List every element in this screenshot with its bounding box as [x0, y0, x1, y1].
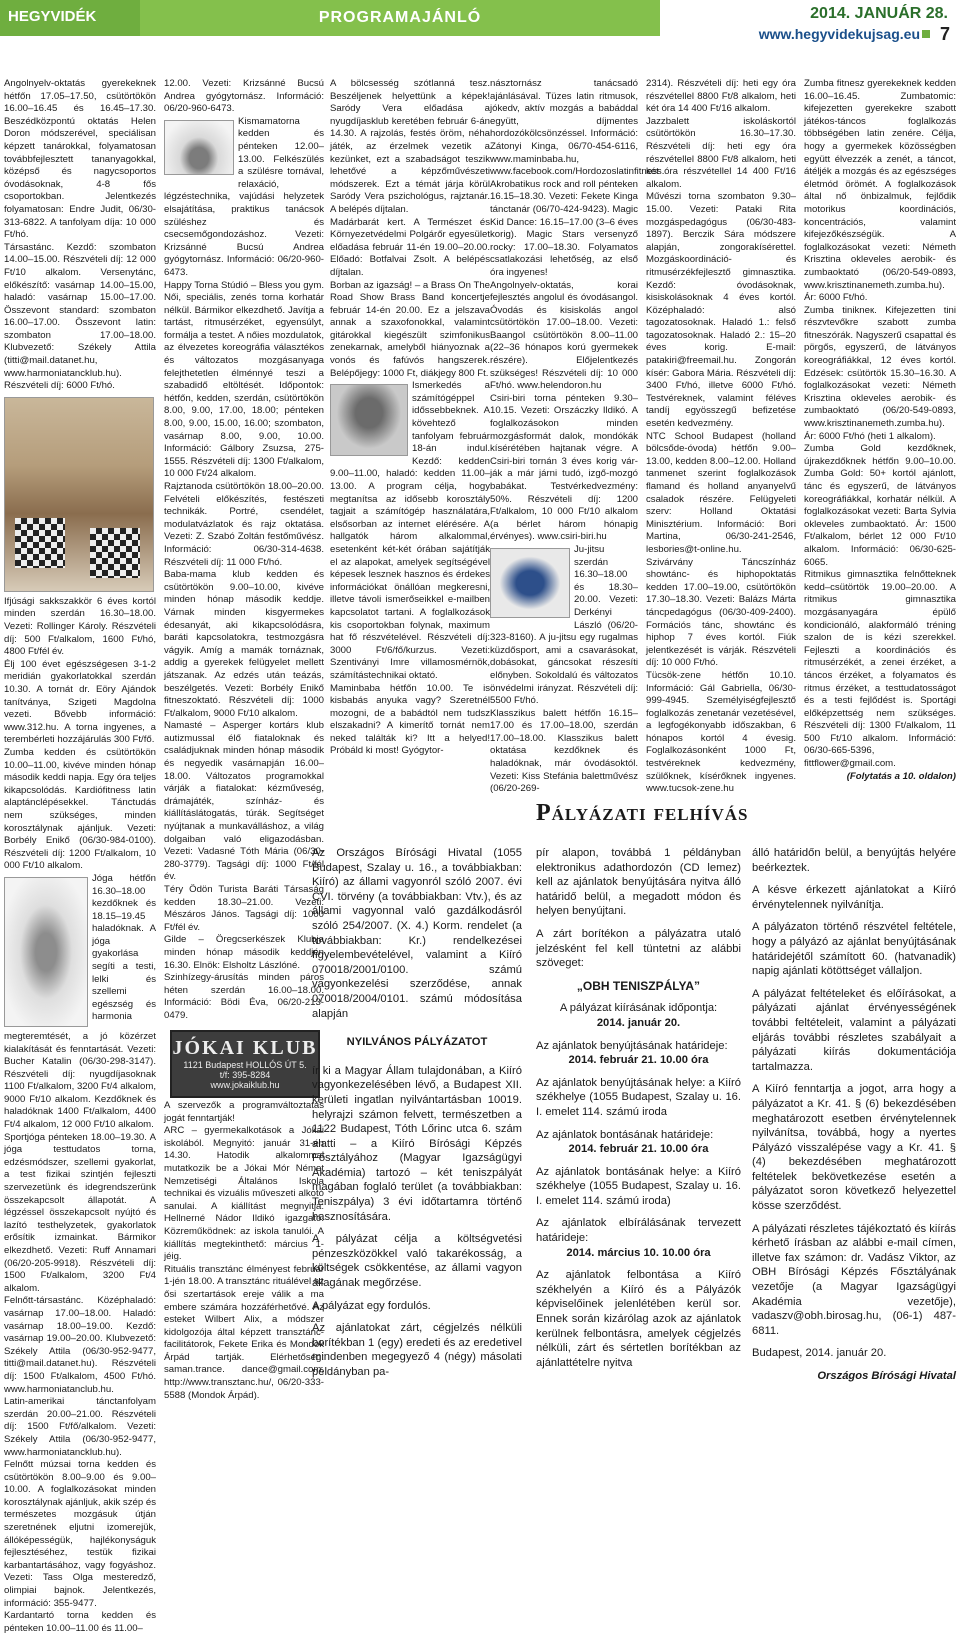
- jokai-klub-logo: JÓKAI KLUB 1121 Budapest HOLLÓS ÚT 5. t/f: 395-8284 www.jokaiklub.hu: [170, 1030, 320, 1098]
- article-elj100: Élj 100 évet egészségesen 3-1-2 meridián gyakorlatokkal szerdán 10.30. A tornát dr. Eöry Ajándok tanítványa, Szigeti Magdolna vezeti. Bővebb információ: www.312.hu. A torna ingyenes, a terembérleti hozzájárulás 300 Ft/fő.: [4, 658, 156, 746]
- continuation-note: (Folytatás a 10. oldalon): [846, 770, 956, 782]
- article-kardantarto: Kardantartó torna kedden és pénteken 10.00–11.00 és 11.00–: [4, 1610, 156, 1634]
- tender-intro: Az Országos Bírósági Hivatal (1055 Budapest, Szalay u. 16., a továbbiakban: Kiíró) az állami vagyonról szóló 2007. évi CVI. törvény (a továbbiakban: Vtv.), és az állami vagyonnal való gazdálkodásról szóló 254/2007. (X. 4.) Korm. rendelet (a továbbiakban: Kr.) rendelkezései figyelembevételével, valamint a Kiíró 070018/2001/0100. számú vagyonkezelési szerződése, annak 070018/2004/0101. számú módosítása alapján: [312, 847, 522, 1020]
- issue-date: 2014. JANUÁR 28.: [810, 5, 948, 22]
- square-bullet-icon: [922, 30, 930, 38]
- program-change-note: A szervezők a programváltoztatás jogát fenntartják!: [164, 1100, 324, 1124]
- article-kardantarto-cont: 12.00. Vezeti: Krizsánné Bucsú Andrea gyógytornász. Információ: 06/20-960-6473.: [164, 78, 324, 115]
- tender-heading: NYILVÁNOS PÁLYÁZATOT: [346, 1036, 488, 1049]
- article-balett-cont: 2314). Részvételi díj: heti egy óra részvétellel 8800 Ft/8 alkalom, heti két óra 14 400 Ft/16 alkalom.: [646, 78, 796, 115]
- tender-notice: [312, 800, 956, 1476]
- article-tucsok-zene: Tücsök-zene hétfőn 10.10. Információ: Gál Gabriella, 06/30-999-4945. Személyiségfejlesztő foglalkozás zenetanár vezetésével, a legfogékonyabb időszakban, 6 hónapos kortól 4 évesig. Foglalkozásonként 1000 Ft, testvéreknek kedvezmény, szülőknek, kísérőknek ingyenes. www.tucsok-zene.hu: [646, 669, 796, 795]
- article-kismama: Kismamatorna kedden és pénteken 12.00–13.00. Felkészülés a szülésre tornával, relaxáció, légzéstechnika, vajúdási helyzetek elsajátítása, praktikus tanácsok szüléshez és csecsemőgondozáshoz. Vezeti: Krizsánné Bucsú Andrea gyógytornász. Információ: 06/20-960-6473.: [164, 115, 324, 278]
- article-ju-jitsu: Ju-jitsu szerdán 16.30–18.00 és 18.30–20.00. Vezeti: Derkényi László (06/20-323-8160). A ju-jitsu egy rugalmas küzdősport, ami a csavarásokat, dobásokat, gáncsokat részesíti előnyben. Sokoldalú és változatos önvédelmi irányzat. Részvételi díj: 5500 Ft/hó.: [490, 543, 638, 707]
- section-name: HEGYVIDÉK: [0, 0, 140, 36]
- article-szamitogep: Ismerkedés a számítógéppel időssebbeknek. A kövehtező tanfolyam február 18-án indul. Kezdő: kedden 9.00–11.00, haladó: kedden 11.00–13.00. A program célja, hogy megtanítsa az idősebb korosztály tagjait a számítógép használatára, elsősorban az internet elérésére. A hallgatók három alkalommal, esetenként két-két órában sajátítják el az alapokat, amelyek segítségével képesek lesznek hasznos és érdekes információkat önállóan megkeresni, illetve távoli ismerőseikkel e-mailben kapcsolatot tartani. A foglalkozások kis csoportokban folynak, maximum hat fő részvételével. Részvételi díj: 3000 Ft/6/fő/kurzus. Vezeti: Szentiványi Imre villamosmérnök, számítástechnikai oktató.: [330, 380, 490, 681]
- article-zumba-gold: Zumba Gold kezdőknek, újrakezdőknek hétfőn 9.00–10.00. Zumba Gold: 50+ kortól ajánlott, tánc és egyszerű, de látványos koreográfiákkal, korhatár nélkül. A foglalkozásokat vezeti: Barta Sylvia okleveles zumbaoktató. Ár: 1500 Ft/alkalom, bérlet 12 000 Ft/10 alkalom. Információ: 06/30-625-6065.: [804, 443, 956, 568]
- column-2-bottom: [164, 1100, 324, 1402]
- tender-envelope: A zárt borítékon a pályázatra utaló jelzésként fel kell tüntetni az alábbi szöveget:: [536, 927, 741, 970]
- section-title: PROGRAMAJÁNLÓ: [140, 0, 660, 36]
- ju-jitsu-photo: [490, 548, 570, 618]
- column-5: [646, 78, 796, 798]
- column-1: [4, 78, 156, 1634]
- tender-title: Pályázati felhívás: [536, 800, 749, 826]
- tender-opening-label: Az ajánlatok bontásának határideje:: [536, 1128, 714, 1141]
- article-muveszi-torna: Művészi torna szombaton 9.30–15.00. Vezeti: Pataki Rita mozgáspedagógus (06/30-483-1897). Berczik Sára módszere alapján, zongorakísérettel. Mozgáskoordináció- és ritmusérzékfejlesztő gimnasztika. Kezdő: óvodásoknak, kisiskolásoknak 4 éves kortól. Középhaladó: alsó tagozatosoknak. Haladó 1.: felső tagozatosoknak. Haladó 2.: 15–20 éves korig. E-mail: patakiri@freemail.hu. Zongorán kísér: Gabora Mária. Részvételi díj: 3400 Ft/hó, illetve 6000 Ft/hó. Testvéreknek, valamint féléves tandíj egyösszegű befizetése esetén kedvezmény.: [646, 191, 796, 430]
- article-baba-mama: Baba-mama klub kedden és csütörtökön 9.00–10.00, kivéve minden hónap második keddje. Várnak minden kisgyermekes édesanyát, aki kikapcsolódásra, baráti kapcsolatokra, testmozgásra vágyik. Amíg a mamák tornáznak, addig a gyerekek felügyelet mellett játszanak. Az edzés után teázás, beszélgetés. Vezeti: Borbély Enikő fitneszoktató. Részvételi díj: 1000 Ft/alkalom, 9000 Ft/10 alkalom.: [164, 569, 324, 719]
- article-angol: Angolnyelv-oktatás gyerekeknek hétfőn 17.05–17.50, csütörtökön 16.00–16.45 és 16.45–17.30. Beszédközpontú oktatás Helen Doron módszerével, speciálisan képzett tanárokkal, folyamatosan továbbfejlesztett tananyagokkal, középső és nagycsoportos óvodásoknak, 4-8 fős csoportokban. Jelentkezés folyamatosan: Endre Judit, 06/30-313-6822. A tanfolyam díja: 10 000 Ft/hó.: [4, 78, 156, 241]
- article-balett: Klasszikus balett hétfőn 16.15–17.00 és 17.00–18.00, szerdán 17.00–18.00. Klasszikus balett oktatása kezdőknek és haladóknak, már óvodásoktól. Vezeti: Kiss Stefánia balettművész (06/20-269-: [490, 707, 638, 795]
- tender-col-3: [752, 846, 956, 1392]
- tender-rights: A Kiíró fenntartja a jogot, arra hogy a pályázatot a Kr. 41. § (6) bekezdésében meghatározott esetben érvénytelennek nyilvánítsa, továbbá, hogy a nyertes Pályázó visszalépése vagy a Kr. 41. § (4) bekezdésében meghatározott feltételek bekövetkezése esetén a pályázatot soron következő helyezettel kösse szerződést.: [752, 1083, 956, 1213]
- article-rajztanoda: Rajztanoda csütörtökön 18.00–20.00. Felvételi előkészítés, festészeti technikák. Portré, csendélet, modulatvázlatok és rajz oktatása. Vezeti: Z. Szabó Zoltán festőművész. Információ: 06/30-314-4638. Részvételi díj: 11 000 Ft/hó.: [164, 481, 324, 568]
- tender-sign-date: Budapest, 2014. január 20.: [752, 1347, 887, 1360]
- article-sakk: Ifjúsági sakkszakkör 6 éves kortól minden szerdán 16.30–18.00. Vezeti: Rollinger Károly. Részvételi díj: 500 Ft/alkalom, 1600 Ft/hó, 4800 Ft/fél év.: [4, 595, 156, 658]
- tender-issue-date: 2014. január 20.: [596, 1016, 681, 1029]
- column-4: [490, 78, 665, 798]
- tender-issue-label: A pályázat kiírásának időpontja:: [559, 1002, 718, 1015]
- article-zumba-gyerek: Zumba fitnesz gyerekeknek kedden 16.00–16.45. Zumbatomic: kifejezetten gyerekekre szabott játékos-táncos foglalkozás többségében latin zenére. Célja, hogy a gyermekek közösségben együtt élvezzék a zenét, a táncot, átéljék a mozgás és az egészséges életmód örömét. A foglalkozások által nő önbizalmuk, fejlődik motorikus koordinációs, koncentrációs, valamint kifejezőkészségük. A foglalkozásokat vezeti: Németh Krisztina okleveles aerobik- és zumbaoktató (06/20-549-0893, www.krisztinanemeth.zumba.hu). Ár: 6000 Ft/hó.: [804, 78, 956, 304]
- column-6: [804, 78, 956, 798]
- tender-round: A pályázat egy fordulós.: [312, 1299, 431, 1312]
- tender-eval-label: Az ajánlatok elbírálásának tervezett határideje:: [536, 1217, 741, 1245]
- article-rock-and-roll: Akrobatikus rock and roll pénteken 16.15–18.30. Vezeti: Fekete Kinga tánctanár (06/70-424-9423). Magic Kid Dance: 16.15–17.00 (3–6 éves korig). Magic Stars versenyző rocky: 17.00–18.30. Folyamatos csatlakozási lehetőség, az első óra ingyenes!: [490, 178, 638, 278]
- column-3: [330, 78, 490, 788]
- tender-col-2: [536, 846, 741, 1378]
- article-szinhaz: Szinhízegy-árusítás minden páros héten szerdán 16.00–18.00. Információ: Bödi Éva, 06/20-213-0479.: [164, 972, 324, 1021]
- tender-conditions: A pályázat feltételeket és előírásokat, a pályázati ajánlat érvényességének további feltételeit, valamint a pályázati eljárás további részletes szabályait a pályázati kiírás dokumentációja tartalmazza.: [752, 987, 956, 1073]
- header-meta: [660, 0, 960, 44]
- computer-class-photo: [330, 384, 408, 456]
- tender-signature: Országos Bírósági Hivatal: [817, 1370, 956, 1382]
- article-transztanc: Rituális transztánc élményest február 1-jén 18.00. A transztánc rituálével az ősi szertartások ereje válik a ma embere számára hozzáférhetővé. Az esteket Wilbert Alix, a módszer kidolgozója által képzett transztánc-facilitátorok, Fekete Erika és Mondok Árpád tartják. Elérhetőség: saman.trance. dance@gmail.com, http://www.transztanc.hu/, 06/20-333-5588 (Mondok Árpád).: [164, 1263, 324, 1401]
- article-joga: Jóga hétfőn 16.30–18.00 kezdőknek és 18.15–19.45 haladóknak. A jóga gyakorlása segíti a testi, lelki és szellemi egészség és harmonia megteremtését, a jó közérzet kialakítását és fenntartását. Vezeti: Bucher Katalin (06/30-298-3147). Részvételi díj: nyugdíjasoknak 1100 Ft/alkalom, 3200 Ft/4 alkalom, 9000 Ft/10 alkalom. Kezdőknek és haladóknak 1400 Ft/alkalom, 4400 Ft/4 alkalom, 12 000 Ft/10 alkalom.: [4, 872, 156, 1131]
- article-ritmikus: Ritmikus gimnasztika felnőtteknek kedd–csütörtök 19.00–20.00. A ritmikus gimnasztika mozgásanyagára épülő kondicionáló, alakformáló tréning szalon de is kézi szerekkel. Fejleszti a koordinációs és ritmusérzékét, a zenei érzéket, a táncos érzéket, a folyamatos és ritmus érzéket, a testtudatosságot és a testi fejlődést is. Sportági előképzettség nem szükséges. Részvételi díj: 1300 Ft/alkalom, 11 500 Ft/10 alkalom. Információ: 06/30-665-5396, fittflower@gmail.com.: [804, 569, 956, 770]
- tender-binding: A pályázaton történő részvétel feltétele, hogy a pályázó az ajánlat benyújtásának határidejétől számított 60. (hatvanadik) napig ajánlati kötöttséget vállaljon.: [752, 921, 956, 978]
- article-namaste: Namasté – Asperger kortárs klub autizmussal élő fiataloknak és családjuknak minden hónap második és negyedik vasárnapján 16.00–18.00. Változatos programokkal várják a fiatalokat: kézműveség, drámajáték, színház- és kiállításlátogatás, túrák. Segítséget nyújtanak a munkaválláshoz, a világ dolgaiban való eligazodásban. Vezeti: Vadasné Tóth Mária (06/30-280-3779). Tagsági díj: 1000 Ft/fél év.: [164, 720, 324, 883]
- article-arc: ARC – gyermekalkotások a Jókai iskolából. Megnyitó: január 31-én 14.30. Hatodik alkalommal mutatkozik be a Jókai Mór Német Nemzetiségi Általános Iskola technikai és vizuális műveszeti alkotó sanulai. A kiállítást megnyitja: Hellnerné Nádor Ildikó igazgató. Közreműködnek: az iskola tanulói. A kiállítás megtekinthető: március 1-jéig.: [164, 1125, 324, 1263]
- tender-cont: álló határidőn belül, a benyújtás helyére beérkeztek.: [752, 847, 956, 874]
- tender-col-1: [312, 846, 522, 1388]
- article-zumba-tini: Zumba tinikneк. Kifejezetten tini részvtevőkre szabott zumba fitneszórák. Nagyszerű csapattal és pörgős, egyszerű, de látványos koreográfiákkal, 12 éves kortól. Edzések: csütörtök 15.30–16.30. A foglalkozásokat vezeti: Németh Krisztina okleveles aerobik- és zumbaoktató (06/20-549-0893, www.krisztinanemeth.zumba.hu). Ár: 6000 Ft/hó (heti 1 alkalom).: [804, 304, 956, 442]
- article-szivarvany: Szivárvány Táncszínház showtánc- és hiphopoktatás kedden 17.00–19.00, csütörtökön 17.30–18.30. Vezeti: Balázs Márta táncpedagógus (06/30-409-2400). Formációs tánc, showtánc és hiphop 7 éves kortól. Fiúk jelentkezését is várják. Részvételi díj: 10 000 Ft/hó.: [646, 556, 796, 669]
- tender-late: A késve érkezett ajánlatokat a Kiíró érvénytelennek nyilvánítja.: [752, 884, 956, 911]
- article-bolcsesseg: A bölcsesség szótlanná tesz. Beszéljenek helyettünk a képek! Saródy Vera előadása a nyugdíjasklub keretében február 6-án 14.30. A rajzolás, festés öröm, néha játék, az érzelmek vezetik a kezünket, ezt a szabadságot teszik lehetővé a képzőművészeti módszerek. Ezt a témát járja körül Saródy Vera pszichológus, rajztanár. A belépés díjtalan.: [330, 78, 490, 215]
- article-zumba: Zumba kedden és csütörtökön 10.00–11.00, kivéve minden hónap második keddi napja. Egy óra teljes kikapcsolódás. Kardiófitness latin alaptánclépésekkel. Tánctudás nem szükséges, minden korosztálynak ajánljuk. Vezeti: Borbély Enikő (06/30-984-0100). Részvételi díj: 1200 Ft/alkalom, 10 000 Ft/10 alkalom.: [4, 746, 156, 872]
- tender-deadline-label: Az ajánlatok benyújtásának határideje:: [536, 1039, 728, 1052]
- column-2: [164, 78, 324, 1021]
- article-csiri-biri: Csiri-biri torna pénteken 9.30–10.15. Vezeti: Orszáczky Ildikó. A foglalkozásokon minden mozgásformát dalok, mondókák kísérétében hajtanak végre. A Csiri-biri tornán 3 éves korig vár- ják a már járni tudó, izgő-mozgó babákat. Testvérkedvezmény: 50%. Részvételi díj: 1200 Ft/alkalom, 10 000 Ft/10 alkalom (a bérlet három hónapig érvényes). www.csiri-biri.hu: [490, 392, 638, 543]
- article-muzsai: Felnőtt múzsai torna kedden és csütörtökön 8.00–9.00 és 9.00–10.00. A foglalkozásokat minden korosztálynak ajánljuk, akik szép és természetes mozgásuk útján szeretnének eljutni izomerejük, állóképességük, hajlékonyságuk fejlesztéséhez, testük fizikai karbantartásához, vagy fogyáshoz. Vezeti: Tass Olga mesteredző, olimpiai bajnok. Jelentkezés, információ: 355-9477.: [4, 1459, 156, 1609]
- article-sportjoga: Sportjóga pénteken 18.00–19.30. A jóga testtudatos torna, edzésmódszer, szellemi gyakorlat, a test fizikai szintjén fejleszti szervezetünk és idegrendszerünk összekapcsolt állapotát. A légzéssel összekapcsolt nyújtó és lazító testhelyzetek, gyakorlatok erősítik izmainkat. Bármikor elkezdhető. Vezeti: Ruff Annamari (06/20-205-9918). Részvételi díj: 1500 Ft/alkalom, 3200 Ft/4 alkalom.: [4, 1131, 156, 1294]
- yoga-photo: [4, 877, 88, 1027]
- article-madarbarat: Madárbarát kert. A Természet és Környezetvédelmi Polgárőr egyesület előadása február 11-én 19.00–20.00. Előadó: Botfalvai Zsolt. A belépés díjtalan.: [330, 216, 490, 278]
- article-tery: Téry Ödön Turista Baráti Társaság kedden 18.30–21.00. Vezeti: Mészáros János. Tagsági díj: 1000 Ft/fél év.: [164, 884, 324, 933]
- tender-envelope-text: „OBH TENISZPÁLYA”: [576, 978, 701, 993]
- tender-paper: pír alapon, továbbá 1 példányban elektronikus adathordozón (CD lemez) kell az ajánlatok benyújtására nyitva álló határidő belül, a megadott módon és helyen benyújtani.: [536, 847, 741, 918]
- article-gilde: Gilde – Öregcserkészek Klubja minden hónap második keddjén 16.30. Elnök: Elsholtz Lászlóné.: [164, 934, 324, 971]
- tender-opening-rules: Az ajánlatok felbontása a Kiíró székhelyén a Kiíró és a Pályázók képviselőinek jelenlétében kerül sor. Ennek során kizárólag azok az ajánlatok kerülnek felbontásra, amelyek cégjelzés nélküli, zárt és sértetlen borítékban az ajánlattételre nyitva: [536, 1269, 741, 1369]
- tender-eval-date: 2014. március 10. 10.00 óra: [566, 1246, 711, 1259]
- tender-subject: ír ki a Magyar Állam tulajdonában, a Kiíró vagyonkezelésében lévő, a Budapest XII. kerületi ingatlan nyilvántartásban 10019. helyrajzi számon felvett, természetben a 1122 Budapest, Tóth Lőrinc utca 6. szám alatti – a Kiíró Bírósági Képzés Fősztályához (Magyar Igazságügyi Akadémia) tartozó – két teniszpályát magában foglaló terület (a továbbiakban: Teniszpálya) 3 évi időtartamra történő hasznosítására.: [312, 1064, 522, 1223]
- tender-contact: A pályázati részletes tájékoztató és kiírás kérhető írásban az alábbi e-mail címen, illetve fax számon: dr. Vadász Viktor, az OBH Bírósági Képzés Fősztályának vezetője (a Magyar Igazságügyi Akadémia vezetője), vadaszv@obh.birosag.hu, (06-1) 487-6811.: [752, 1222, 956, 1337]
- tender-opening-place: Az ajánlatok bontásának helye: a Kiíró székhelye (1055 Budapest, Szalay u. 16. I. emelet 114. számú iroda): [536, 1165, 741, 1207]
- article-latin: Latin-amerikai tánctanfolyam szerdán 20.00–21.00. Részvételi díj: 1500 Ft/fő/alkalom. Vezeti: Székely Attila (06/30-952-9477, www.harmoniatancklub.hu).: [4, 1396, 156, 1458]
- tender-deadline-date: 2014. február 21. 10.00 óra: [568, 1054, 709, 1067]
- website-url[interactable]: www.hegyvidekujsag.eu: [758, 26, 920, 42]
- chess-photo: [4, 397, 154, 592]
- tender-place: Az ajánlatok benyújtásának helye: a Kiíró székhelye (1055 Budapest, Szalay u. 16. I. emelet 114. számú iroda: [536, 1076, 741, 1118]
- article-happy-torna: Happy Torna Stúdió – Bless you gym. Női, speciális, zenés torna korhatár nélkül. Bármikor elkezdhető. Javítja a tartást, ritmusérzéket, egyensúlyt, formálja a testet. A nőies mozdulatok, az élvezetes koreográfia választékos és változatos mozgásanyaga felejthetetlen élménnyé teszi a szabadidő eltöltését. Időpontok: hétfőn, kedden, szerdán, csütörtökön 8.00, 9.00, 17.00, 18.00; pénteken 8.00, 9.00, 15.00, 16.00; szombaton, vasárnap 8.00, 9.00, 10.00. Információ: Gálbory Zsuzsa, 275-1555. Részvételi díj: 1300 Ft/alkalom, 10 000 Ft/24 alkalom.: [164, 279, 324, 480]
- article-angol-korai: Angolnyelv-oktatás, korai fejlesztés angolul és óvodásangol. Óvodás és kisiskolás angol csütörtökön 17.00–18.00. Vezeti: Baangol csütörtökön 8.00–11.00 (22–36 hónapos korú gyermekek részére). Előjelentkezés szükséges! Részvételi díj: 10 000 Ft/hó. www.helendoron.hu: [490, 279, 638, 392]
- article-jazzbalett: Jazzbalett iskoláskortól csütörtökön 16.30–17.30. Részvételi díj: heti egy óra részvétellel 8800 Ft/8 alkalom, heti két óra részvétellel 14 400 Ft/16 alkalom.: [646, 115, 796, 190]
- article-ntc-school: NTC School Budapest (holland bölcsőde-óvoda) hétfőn 9.00–13.00, kedden 8.00–12.00. Holland tanmenet szerint foglalkozások flamand és holland anyanyelvű csaladok részére. Felügyeleti szerv: Holland Oktatási Minisztérium. Információ: Bori Martina, 06/30-241-2546, lesbories@t-online.hu.: [646, 430, 796, 555]
- tender-goal: A pályázat célja a költségvetési pénzeszközökkel való takarékosság, a költségek csökkentése, az állami vagyon állagának megőrzése.: [312, 1233, 522, 1290]
- article-maminbaba: Maminbaba hétfőn 10.00. Te is kisbabás anyuka vagy? Szeretnél mozogni, de a babádtól nem tudsz elszakadni? A kimerítő tornát nem neked találták ki? Itt a helyed! Próbáld ki most! Gyógytor-: [330, 682, 490, 757]
- article-maminbaba-cont: násztornász tanácsadó ajánlásával. Tüzes latin ritmusok, jókedv, aktív mozgás a babáddal együtt, díjmentes hordozókölcsönzéssel. Információ: Zátonyi Kinga, 06/70-454-6116, www.maminbaba.hu, www.facebook.com/Hordozoslatinfitness.: [490, 78, 665, 178]
- article-felnott-tarsastanc: Felnőtt-társastánc. Középhaladó: vasárnap 17.00–18.00. Haladó: vasárnap 18.00–19.00. Kezdő: vasárnap 19.00–20.00. Klubvezető: Székely Attila (06/30-952-9477, titti@mail.datanet.hu). Részvételi díj: 1500 Ft/alkalom, 4500 Ft/hó. www.harmoniatanclub.hu.: [4, 1295, 156, 1395]
- pregnancy-yoga-photo: [164, 120, 234, 175]
- article-tarsastanc: Társastánc. Kezdő: szombaton 14.00–15.00. Részvételi díj: 12 000 Ft/10 alkalom. Versenytánc, előkészítő: vasárnap 14.00–15.00, haladó: vasárnap 15.00–17.00. Összevont standard: szombaton 16.00–17.00. Összevont latin: szombaton 17.00–18.00. Klubvezető: Székely Attila (titti@mail.datanet.hu, www.harmoniatancklub.hu). Részvételi díj: 6000 Ft/hó.: [4, 241, 156, 392]
- article-borban: Borban az igazság! – a Brass On The Road Show Brass Band koncertje február 14-én 20.00. Ez a jelszava annak a szaxofonokkal, valamint gitárokkal kiegészült szimfonikus zenekarnak, amelyből hiányoznak a vonós és fafúvós hangszerek. Belépőjegy: 1000 Ft, diákjegy 800 Ft.: [330, 279, 490, 379]
- tender-submission: Az ajánlatokat zárt, cégjelzés nélküli borítékban 1 (egy) eredeti és az eredetivel mindenben megegyező 4 (négy) másolati példányban pa-: [312, 1322, 522, 1378]
- page-number: 7: [939, 24, 950, 44]
- page-header: [0, 0, 960, 44]
- tender-opening-date: 2014. február 21. 10.00 óra: [568, 1143, 709, 1156]
